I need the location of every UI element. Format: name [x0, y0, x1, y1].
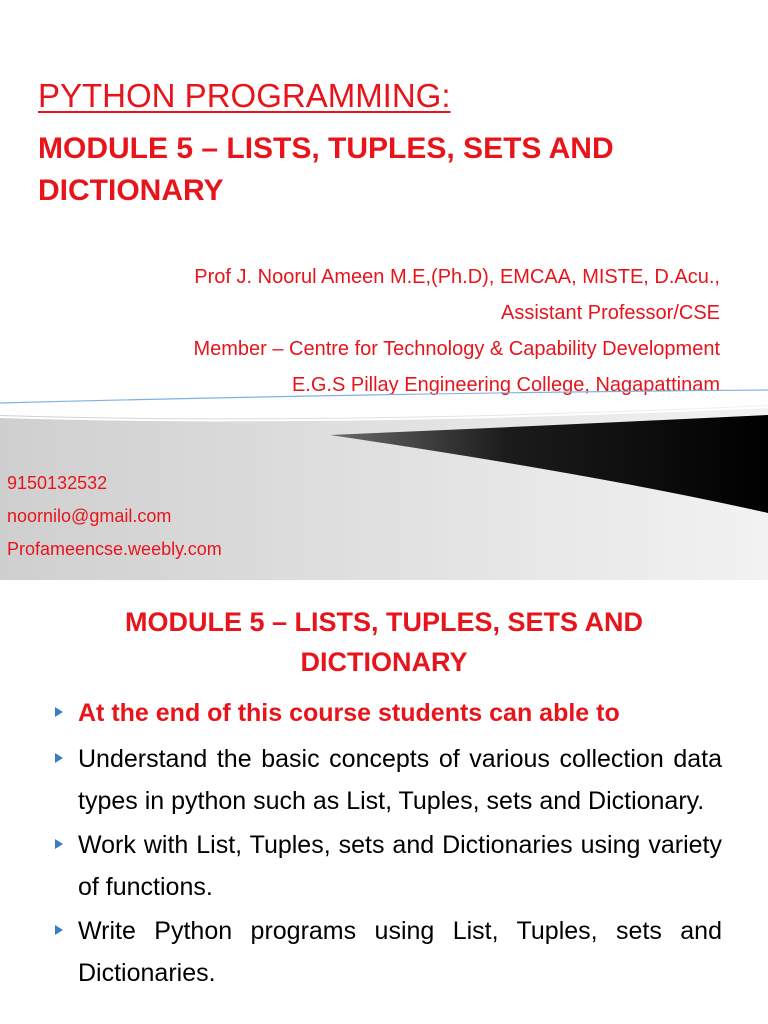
bullet-text: Understand the basic concepts of various collection data types in python such as List, Tuples, sets and Dictionary.: [78, 745, 722, 815]
author-designation: Assistant Professor/CSE: [501, 302, 720, 324]
bullet-text: Work with List, Tuples, sets and Dictionaries using variety of functions.: [78, 831, 722, 901]
bullet-arrow-icon: [55, 925, 63, 935]
bullet-arrow-icon: [55, 753, 63, 763]
slide-title: PYTHON PROGRAMMING:: [38, 77, 451, 114]
author-block: [20, 259, 720, 403]
author-college: E.G.S Pillay Engineering College, Nagapattinam: [291, 374, 720, 396]
contact-phone: 9150132532: [7, 473, 108, 493]
objectives-list: [52, 692, 722, 996]
bullet-text: Write Python programs using List, Tuples, sets and Dictionaries.: [78, 917, 722, 987]
list-item: [52, 910, 722, 994]
bullet-arrow-icon: [55, 707, 63, 717]
author-name: Prof J. Noorul Ameen M.E,(Ph.D), EMCAA, MISTE, D.Acu.,: [194, 266, 720, 288]
list-item: [52, 692, 722, 734]
list-item: [52, 824, 722, 908]
wave-highlight-line: [0, 390, 768, 403]
objectives-title: MODULE 5 – LISTS, TUPLES, SETS AND DICTIONARY: [124, 607, 644, 677]
bullet-arrow-icon: [55, 839, 63, 849]
bullet-text: At the end of this course students can able to: [78, 699, 620, 727]
contact-website: Profameencse.weebly.com: [7, 539, 222, 559]
list-item: [52, 738, 722, 822]
objectives-slide: [0, 580, 768, 1024]
contact-block: [7, 467, 222, 566]
contact-email: noornilo@gmail.com: [7, 506, 172, 526]
slide-subtitle: MODULE 5 – LISTS, TUPLES, SETS AND DICTIONARY: [38, 132, 614, 207]
author-membership: Member – Centre for Technology & Capability Development: [193, 338, 720, 360]
